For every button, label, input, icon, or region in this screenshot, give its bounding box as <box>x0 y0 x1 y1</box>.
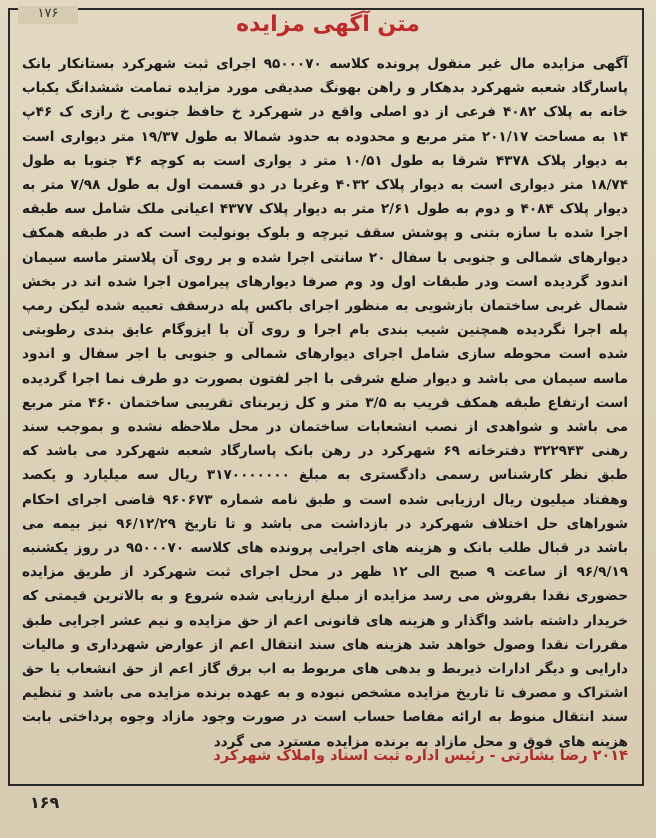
notice-body-text: آگهی مزایده مال غیر منقول پرونده کلاسه ۹۵۰۰۰۷۰ اجرای ثبت شهرکرد بستانکار بانک پاسارگاد شعبه شهرکرد بدهکار و راهن بهونگ صدیقی مورد مزایده تمامت ششدانگ یکباب خانه به پلاک ۴۰۸۲ فرعی از دو اصلی واقع در شهرکرد خ حافظ جنوبی خ رازی ک ۴۶پ ۱۴ به مساحت ۲۰۱/۱۷ متر مربع و محدوده به حدود شمالا به طول ۱۹/۳۷ متر دیواری است به دیوار پلاک ۴۳۷۸ شرقا به طول ۱۰/۵۱ متر د یواری است به کوچه ۴۶ جنوبا به طول ۱۸/۷۴ متر دیواری است به دیوار پلاک ۴۰۳۲ وغربا در دو قسمت اول به طول ۷/۹۸ متر به دیوار پلاک ۴۰۸۴ و دوم به طول ۲/۶۱ متر به دیوار پلاک ۴۳۷۷ اعیانی ملک شامل سه طبقه اجرا شده با سازه بتنی و پوشش سقف تیرچه و بلوک یونولیت است که در طبقه همکف دیوارهای شمالی و جنوبی با سفال ۲۰ سانتی اجرا شده و بر روی آن پلاستر ماسه سیمان اندود گردیده است ودر طبقات اول ود وم صرفا دیوارهای پیرامون اجرا شده اند در بخش شمال غربی ساختمان بازشویی به منظور اجرای باکس پله درسقف تعبیه شده لیکن رمپ پله اجرا نگردیده همچنین شیب بندی بام اجرا و روی آن با ایزوگام عایق بندی رطوبتی شده است محوطه سازی شامل اجرای دیوارهای شمالی و جنوبی با اجر سفال و اندود ماسه سیمان می باشد و دیوار ضلع شرقی با اجر لفتون بصورت دو طرف نما اجرا گردیده است ارتفاع طبقه همکف قریب به ۳/۵ متر و کل زیربنای تقریبی ساختمان ۴۶۰ متر مربع می باشد و شواهدی از نصب انشعابات ساختمان در محل ملاحظه نشده و بموجب سند رهنی ۳۲۲۹۴۳ دفترخانه ۶۹ شهرکرد در رهن بانک پاسارگاد شعبه شهرکرد می باشد که طبق نظر کارشناس رسمی دادگستری به مبلغ ۳۱۷۰۰۰۰۰۰۰ ریال سه میلیارد و یکصد وهفتاد میلیون ریال ارزیابی شده است و طبق نامه شماره ۹۶۰۶۷۳ قاضی اجرای احکام شوراهای حل اختلاف شهرکرد در بازداشت می باشد و تا تاریخ ۹۶/۱۲/۲۹ نیز بیمه می باشد در قبال طلب بانک و هزینه های اجرایی پرونده های کلاسه ۹۵۰۰۰۷۰ در روز یکشنبه ۹۶/۹/۱۹ از ساعت ۹ صبح الی ۱۲ ظهر در محل اجرای ثبت شهرکرد از طریق مزایده حضوری نقدا بفروش می رسد مزایده از مبلغ ارزیابی شده شروع و به بالاترین قیمتی که خریدار داشته باشد واگذار و هزینه های قانونی اعم از حق مزایده و نیم عشر اجرایی طبق مقررات نقدا وصول خواهد شد هزینه های سند انتقال اعم از عوارض شهرداری و مالیات دارایی و دیگر ادارات ذیربط و بدهی های مربوط به اب برق گاز اعم از حق انشعاب یا حق اشتراک و مصرف تا تاریخ مزایده مشخص نبوده و به عهده برنده مزایده می باشد و تنظیم سند انتقال منوط به ارائه مفاصا حساب است در صورت وجود مازاد وجوه پرداختی بابت هزینه های فوق و محل مازاد به برنده مزایده مسترد می گردد <box>22 56 629 750</box>
notice-signature: ۲۰۱۴ رضا بشارتی - رئیس اداره ثبت اسناد واملاک شهرکرد <box>213 748 628 764</box>
notice-title: متن آگهی مزایده <box>236 12 420 37</box>
top-page-number: ۱۷۶ <box>18 6 78 24</box>
bottom-page-number: ۱۶۹ <box>30 793 60 812</box>
